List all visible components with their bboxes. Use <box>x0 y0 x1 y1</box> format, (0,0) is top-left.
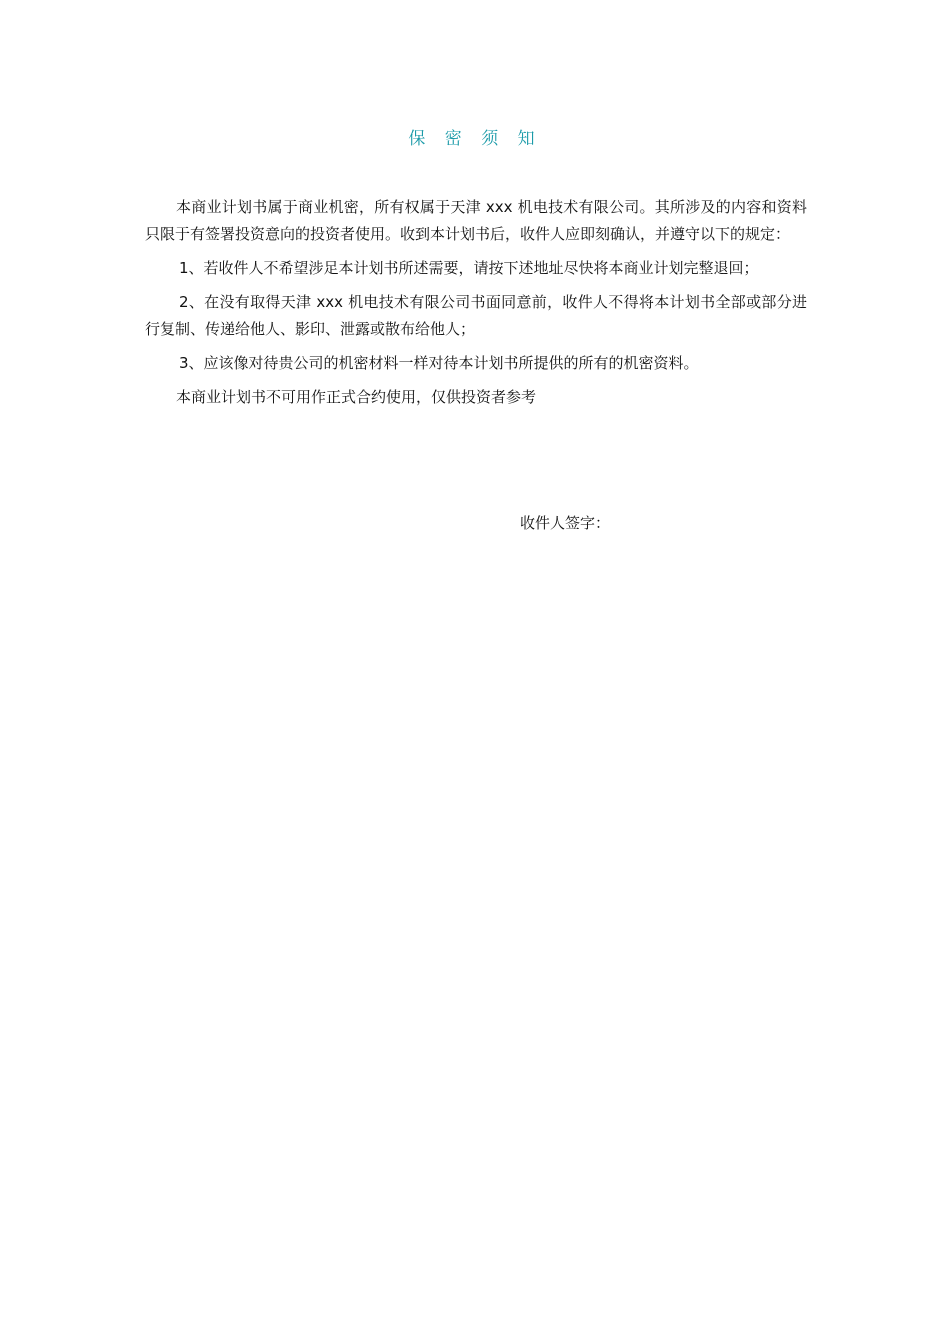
rule-item-1: 1、若收件人不希望涉足本计划书所述需要，请按下述地址尽快将本商业计划完整退回； <box>179 259 759 277</box>
rule-item-2: 2、在没有取得天津 xxx 机电技术有限公司书面同意前，收件人不得将本计划书全部或部分进行复制、传递给他人、影印、泄露或散布给他人； <box>145 293 807 338</box>
page-title: 保 密 须 知 <box>408 129 542 149</box>
rule-item-3: 3、应该像对待贵公司的机密材料一样对待本计划书所提供的所有的机密资料。 <box>179 354 699 372</box>
document-body <box>145 194 807 418</box>
signature-label: 收件人签字： <box>520 514 611 532</box>
intro-paragraph: 本商业计划书属于商业机密，所有权属于天津 xxx 机电技术有限公司。其所涉及的内容和资料只限于有签署投资意向的投资者使用。收到本计划书后，收件人应即刻确认，并遵守以下的规定： <box>145 198 807 243</box>
closing-paragraph: 本商业计划书不可用作正式合约使用，仅供投资者参考 <box>176 388 537 406</box>
